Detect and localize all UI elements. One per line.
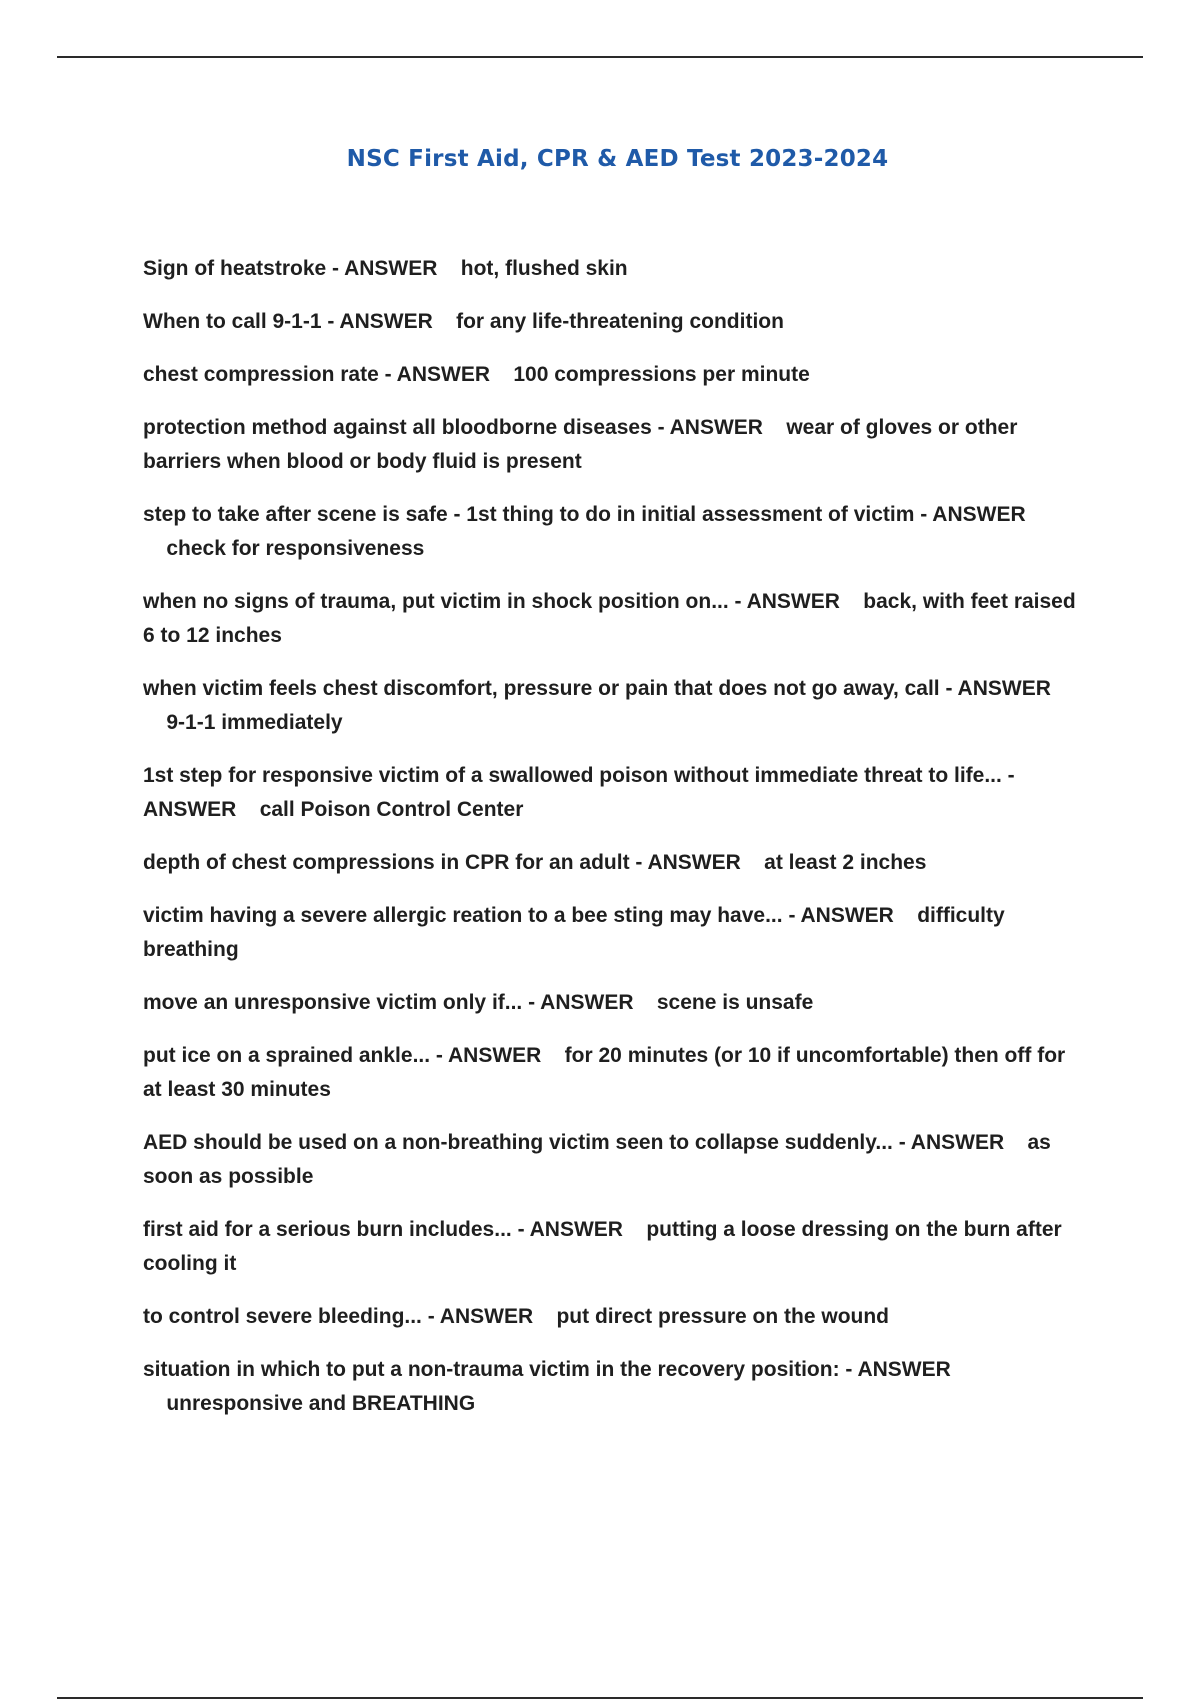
answer-marker: ANSWER bbox=[910, 1131, 1005, 1154]
qa-item: put ice on a sprained ankle... - ANSWER for 20 minutes (or 10 if uncomfortable) then off for at least 30 minutes bbox=[143, 1044, 1066, 1101]
qa-item: When to call 9-1-1 - ANSWER for any life-threatening condition bbox=[143, 310, 784, 333]
question-text: first aid for a serious burn includes... bbox=[143, 1218, 512, 1241]
answer-text: 9-1-1 immediately bbox=[166, 711, 343, 734]
answer-text: check for responsiveness bbox=[166, 537, 425, 560]
answer-marker: ANSWER bbox=[447, 1044, 542, 1067]
answer-marker: ANSWER bbox=[143, 798, 237, 821]
qa-item: when no signs of trauma, put victim in shock position on... - ANSWER back, with feet raised 6 to 12 inches bbox=[143, 590, 1076, 647]
qa-list bbox=[143, 252, 1088, 1440]
question-text: when victim feels chest discomfort, pressure or pain that does not go away, call bbox=[143, 677, 940, 700]
answer-marker: ANSWER bbox=[800, 904, 894, 927]
question-text: to control severe bleeding... bbox=[143, 1305, 422, 1328]
answer-marker: ANSWER bbox=[540, 991, 634, 1014]
answer-marker: ANSWER bbox=[932, 503, 1026, 526]
qa-item: situation in which to put a non-trauma victim in the recovery position: - ANSWER unresponsive and BREATHING bbox=[143, 1358, 951, 1415]
answer-marker: ANSWER bbox=[339, 310, 433, 333]
answer-text: for any life-threatening condition bbox=[456, 310, 784, 333]
qa-item: when victim feels chest discomfort, pressure or pain that does not go away, call - ANSWER 9-1-1 immediately bbox=[143, 677, 1051, 734]
answer-text: difficulty breathing bbox=[143, 904, 1005, 961]
answer-text: scene is unsafe bbox=[656, 991, 814, 1014]
answer-marker: ANSWER bbox=[669, 416, 763, 439]
answer-text: call Poison Control Center bbox=[259, 798, 524, 821]
question-text: chest compression rate bbox=[143, 363, 379, 386]
qa-item: Sign of heatstroke - ANSWER hot, flushed skin bbox=[143, 257, 628, 280]
answer-marker: ANSWER bbox=[529, 1218, 623, 1241]
answer-text: for 20 minutes (or 10 if uncomfortable) then off for at least 30 minutes bbox=[143, 1044, 1066, 1101]
answer-text: at least 2 inches bbox=[764, 851, 927, 874]
answer-text: back, with feet raised 6 to 12 inches bbox=[143, 590, 1076, 647]
answer-marker: ANSWER bbox=[396, 363, 490, 386]
question-text: put ice on a sprained ankle... bbox=[143, 1044, 431, 1067]
qa-item: protection method against all bloodborne diseases - ANSWER wear of gloves or other barriers when blood or body fluid is present bbox=[143, 416, 1018, 473]
question-text: When to call 9-1-1 bbox=[143, 310, 322, 333]
answer-text: put direct pressure on the wound bbox=[556, 1305, 890, 1328]
answer-marker: ANSWER bbox=[439, 1305, 534, 1328]
answer-marker: ANSWER bbox=[957, 677, 1051, 700]
qa-item: 1st step for responsive victim of a swallowed poison without immediate threat to life... - ANSWER call Poison Control Center bbox=[143, 764, 1015, 821]
header-rule bbox=[57, 56, 1143, 58]
question-text: depth of chest compressions in CPR for an adult bbox=[143, 851, 630, 874]
answer-marker: ANSWER bbox=[647, 851, 741, 874]
qa-item: AED should be used on a non-breathing victim seen to collapse suddenly... - ANSWER as soon as possible bbox=[143, 1131, 1051, 1188]
qa-item: to control severe bleeding... - ANSWER put direct pressure on the wound bbox=[143, 1305, 890, 1328]
qa-item: move an unresponsive victim only if... - ANSWER scene is unsafe bbox=[143, 991, 814, 1014]
document-title: NSC First Aid, CPR & AED Test 2023-2024 bbox=[346, 146, 889, 172]
question-text: step to take after scene is safe - 1st thing to do in initial assessment of victim bbox=[143, 503, 915, 526]
question-text: situation in which to put a non-trauma victim in the recovery position: bbox=[143, 1358, 840, 1381]
answer-text: wear of gloves or other barriers when blood or body fluid is present bbox=[143, 416, 1018, 473]
answer-marker: ANSWER bbox=[344, 257, 438, 280]
question-text: Sign of heatstroke bbox=[143, 257, 327, 280]
answer-text: unresponsive and BREATHING bbox=[166, 1392, 476, 1415]
answer-text: hot, flushed skin bbox=[460, 257, 628, 280]
answer-text: 100 compressions per minute bbox=[513, 363, 810, 386]
qa-item: victim having a severe allergic reation to a bee sting may have... - ANSWER difficulty breathing bbox=[143, 904, 1005, 961]
question-text: AED should be used on a non-breathing victim seen to collapse suddenly... bbox=[143, 1131, 893, 1154]
question-text: 1st step for responsive victim of a swallowed poison without immediate threat to life... bbox=[143, 764, 1002, 787]
answer-text: putting a loose dressing on the burn after cooling it bbox=[143, 1218, 1062, 1275]
answer-marker: ANSWER bbox=[857, 1358, 951, 1381]
qa-item: step to take after scene is safe - 1st thing to do in initial assessment of victim - ANSWER check for responsiveness bbox=[143, 503, 1026, 560]
answer-marker: ANSWER bbox=[746, 590, 840, 613]
qa-item: chest compression rate - ANSWER 100 compressions per minute bbox=[143, 363, 810, 386]
question-text: when no signs of trauma, put victim in shock position on... bbox=[143, 590, 729, 613]
qa-item: depth of chest compressions in CPR for an adult - ANSWER at least 2 inches bbox=[143, 851, 927, 874]
answer-text: as soon as possible bbox=[143, 1131, 1051, 1188]
footer-rule bbox=[57, 1697, 1143, 1699]
question-text: victim having a severe allergic reation to a bee sting may have... bbox=[143, 904, 783, 927]
question-text: protection method against all bloodborne diseases bbox=[143, 416, 652, 439]
question-text: move an unresponsive victim only if... bbox=[143, 991, 523, 1014]
qa-item: first aid for a serious burn includes... - ANSWER putting a loose dressing on the burn after cooling it bbox=[143, 1218, 1062, 1275]
